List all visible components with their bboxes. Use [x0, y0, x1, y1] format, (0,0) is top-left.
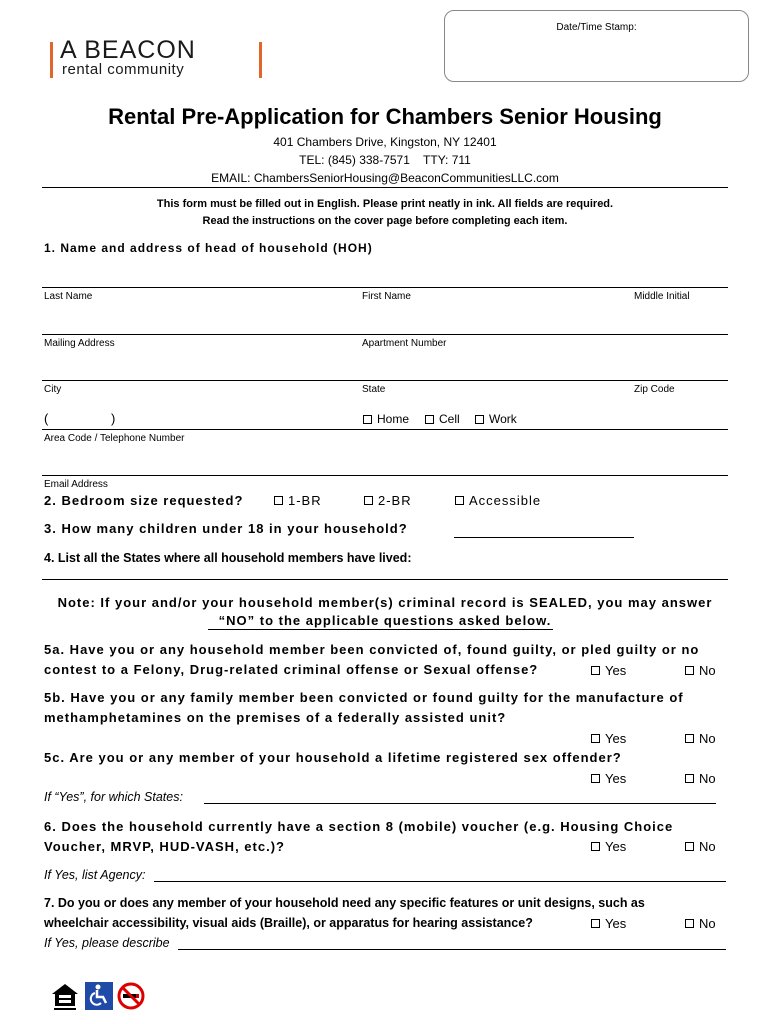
logo-bar-left	[50, 42, 53, 78]
phone-paren-close: )	[111, 411, 116, 426]
section1-heading: 1. Name and address of head of household (HOH)	[44, 241, 373, 255]
accessibility-icon	[85, 982, 113, 1010]
if-yes-agency-label: If Yes, list Agency:	[44, 868, 146, 882]
page-title: Rental Pre-Application for Chambers Senior Housing	[108, 104, 662, 129]
checkbox-icon	[425, 415, 434, 424]
q5c-yes[interactable]: Yes	[591, 771, 626, 786]
q3-text: 3. How many children under 18 in your household?	[44, 521, 408, 536]
checkbox-icon	[455, 496, 464, 505]
phone-type-work[interactable]: Work	[475, 412, 517, 426]
equal-housing-icon	[50, 982, 80, 1012]
note-line-1: Note: If your and/or your household member(s) criminal record is SEALED, you may answer	[57, 595, 713, 610]
checkbox-icon	[364, 496, 373, 505]
q5a-yes[interactable]: Yes	[591, 663, 626, 678]
checkbox-icon	[591, 734, 600, 743]
date-time-stamp-box[interactable]	[444, 10, 749, 82]
if-yes-agency-line[interactable]	[154, 881, 726, 882]
checkbox-icon	[685, 842, 694, 851]
email-address-label: Email Address	[44, 479, 108, 490]
city-line[interactable]	[42, 380, 728, 381]
zip-label: Zip Code	[634, 384, 675, 395]
checkbox-icon	[363, 415, 372, 424]
checkbox-icon	[685, 919, 694, 928]
q6-line-2: Voucher, MRVP, HUD-VASH, etc.)?	[44, 839, 285, 854]
checkbox-icon	[591, 919, 600, 928]
mailing-address-label: Mailing Address	[44, 338, 115, 349]
address-line-rule[interactable]	[42, 334, 728, 335]
state-label: State	[362, 384, 386, 395]
phone-line: TEL: (845) 338-7571 TTY: 711	[299, 153, 471, 167]
q2-option-2br[interactable]: 2-BR	[364, 493, 412, 508]
instruction-line-2: Read the instructions on the cover page before completing each item.	[202, 215, 568, 227]
stamp-label: Date/Time Stamp:	[556, 22, 637, 33]
q7-no[interactable]: No	[685, 916, 716, 931]
middle-initial-label: Middle Initial	[634, 291, 690, 302]
checkbox-icon	[591, 842, 600, 851]
checkbox-icon	[685, 666, 694, 675]
instruction-line-1: This form must be filled out in English. Please print neatly in ink. All fields are required.	[156, 198, 614, 210]
q5c-line-1: 5c. Are you or any member of your household a lifetime registered sex offender?	[44, 750, 622, 765]
checkbox-icon	[685, 774, 694, 783]
first-name-label: First Name	[362, 291, 411, 302]
if-yes-describe-line[interactable]	[178, 949, 726, 950]
q6-no[interactable]: No	[685, 839, 716, 854]
q4-text: 4. List all the States where all household members have lived:	[44, 551, 412, 565]
phone-type-home[interactable]: Home	[363, 412, 409, 426]
logo-line1: A BEACON	[60, 36, 196, 64]
city-label: City	[44, 384, 62, 395]
phone-type-cell[interactable]: Cell	[425, 412, 460, 426]
name-line[interactable]	[42, 287, 728, 288]
q2-text: 2. Bedroom size requested?	[44, 493, 244, 508]
phone-line-rule[interactable]	[42, 429, 728, 430]
q6-line-1: 6. Does the household currently have a section 8 (mobile) voucher (e.g. Housing Choice	[44, 819, 674, 834]
email-line-rule[interactable]	[42, 475, 728, 476]
q3-answer-line[interactable]	[454, 537, 634, 538]
q5b-no[interactable]: No	[685, 731, 716, 746]
checkbox-icon	[591, 774, 600, 783]
logo-bar-right	[259, 42, 262, 78]
q5b-line-1: 5b. Have you or any family member been convicted or found guilty for the manufacture of	[44, 690, 684, 705]
phone-label: Area Code / Telephone Number	[44, 433, 185, 444]
q4-answer-line[interactable]	[42, 579, 728, 580]
logo-line2: rental community	[62, 61, 185, 78]
apartment-number-label: Apartment Number	[362, 338, 447, 349]
address-line: 401 Chambers Drive, Kingston, NY 12401	[273, 135, 497, 149]
note-underline	[208, 629, 553, 630]
checkbox-icon	[274, 496, 283, 505]
q7-line-2: wheelchair accessibility, visual aids (Braille), or apparatus for hearing assistance?	[44, 916, 533, 930]
if-yes-states-line[interactable]	[204, 803, 716, 804]
if-yes-states-label: If “Yes”, for which States:	[44, 790, 183, 804]
checkbox-icon	[591, 666, 600, 675]
checkbox-icon	[685, 734, 694, 743]
q5b-yes[interactable]: Yes	[591, 731, 626, 746]
q6-yes[interactable]: Yes	[591, 839, 626, 854]
no-smoking-icon	[117, 982, 145, 1010]
q5a-no[interactable]: No	[685, 663, 716, 678]
q5a-line-1: 5a. Have you or any household member been convicted of, found guilty, or pled guilty or no	[44, 642, 700, 657]
q2-option-1br[interactable]: 1-BR	[274, 493, 322, 508]
q5b-line-2: methamphetamines on the premises of a federally assisted unit?	[44, 710, 507, 725]
q2-option-accessible[interactable]: Accessible	[455, 493, 541, 508]
note-line-2: “NO” to the applicable questions asked below.	[218, 613, 552, 628]
q7-yes[interactable]: Yes	[591, 916, 626, 931]
last-name-label: Last Name	[44, 291, 93, 302]
email-line: EMAIL: ChambersSeniorHousing@BeaconCommunitiesLLC.com	[211, 171, 559, 185]
checkbox-icon	[475, 415, 484, 424]
phone-paren-open: (	[44, 411, 49, 426]
if-yes-describe-label: If Yes, please describe	[44, 936, 170, 950]
header-rule	[42, 187, 728, 188]
q7-line-1: 7. Do you or does any member of your household need any specific features or unit designs, such as	[44, 896, 645, 910]
q5c-no[interactable]: No	[685, 771, 716, 786]
q5a-line-2: contest to a Felony, Drug-related criminal offense or Sexual offense?	[44, 662, 539, 677]
